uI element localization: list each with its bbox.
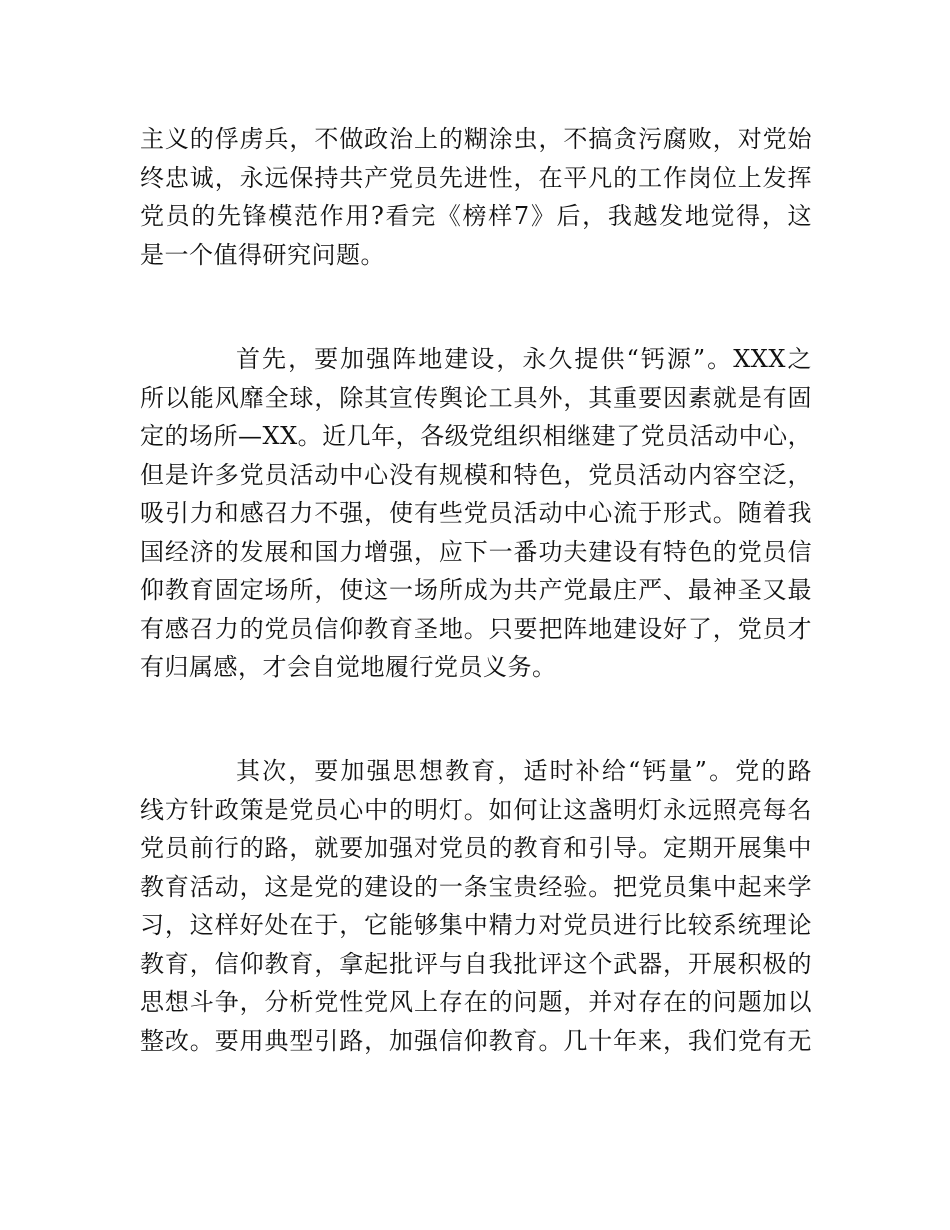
paragraph-line: 首先，要加强阵地建设，永久提供“钙源”。XXX之 [236,345,812,373]
paragraph-line: 但是许多党员活动中心没有规模和特色，党员活动内容空泛， [140,460,812,489]
paragraph-2 [140,340,812,687]
paragraph-line: 国经济的发展和国力增强，应下一番功夫建设有特色的党员信 [140,537,812,566]
paragraph-line: 线方针政策是党员心中的明灯。如何让这盏明灯永远照亮每名 [140,795,812,824]
paragraph-line: 仰教育固定场所，使这一场所成为共产党最庄严、最神圣又最 [140,576,812,604]
paragraph-line: 主义的俘虏兵，不做政治上的糊涂虫，不搞贪污腐败，对党始 [140,125,812,153]
paragraph-line: 整改。要用典型引路，加强信仰教育。几十年来，我们党有无 [140,1026,812,1055]
paragraph-line: 习，这样好处在于，它能够集中精力对党员进行比较系统理论 [140,911,812,939]
paragraph-line: 教育活动，这是党的建设的一条宝贵经验。把党员集中起来学 [140,872,812,901]
paragraph-3 [140,752,812,1060]
paragraph-line: 其次，要加强思想教育，适时补给“钙量”。党的路 [236,757,812,785]
paragraph-line: 终忠诚，永远保持共产党员先进性，在平凡的工作岗位上发挥 [140,163,812,192]
paragraph-line: 吸引力和感召力不强，使有些党员活动中心流于形式。随着我 [140,499,812,527]
paragraph-1 [140,120,812,274]
paragraph-line: 有感召力的党员信仰教育圣地。只要把阵地建设好了，党员才 [140,614,812,643]
paragraph-line: 思想斗争，分析党性党风上存在的问题，并对存在的问题加以 [140,988,812,1016]
paragraph-line: 教育，信仰教育，拿起批评与自我批评这个武器，开展积极的 [140,949,812,978]
paragraph-line: 所以能风靡全球，除其宣传舆论工具外，其重要因素就是有固 [140,383,812,412]
paragraph-line: 有归属感，才会自觉地履行党员义务。 [140,653,557,681]
paragraph-line: 定的场所—XX。近几年，各级党组织相继建了党员活动中心， [140,422,813,450]
paragraph-line: 是一个值得研究问题。 [140,240,385,269]
paragraph-line: 党员的先锋模范作用?看完《榜样7》后，我越发地觉得，这 [140,202,812,230]
paragraph-line: 党员前行的路，就要加强对党员的教育和引导。定期开展集中 [140,834,812,862]
